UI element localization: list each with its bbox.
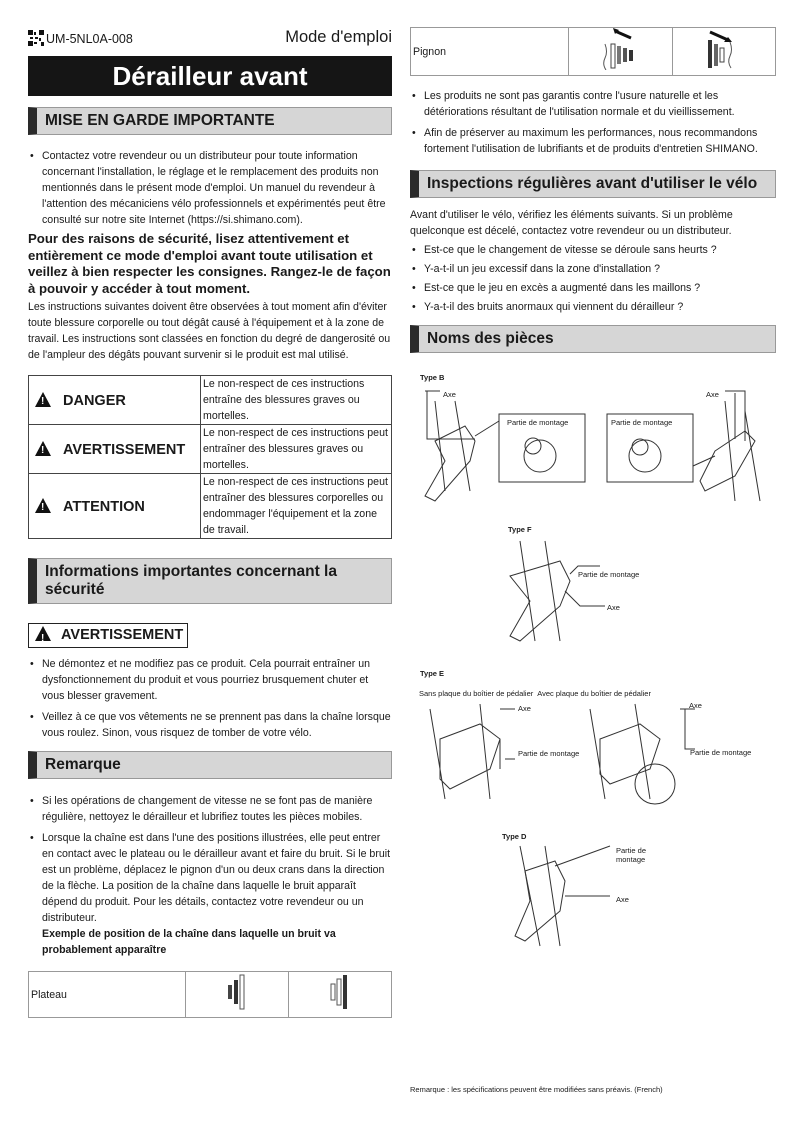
instructions-paragraph: Les instructions suivantes doivent être observées à tout moment afin d'éviter toute blessure corporelle ou tout dégât causé à l'équipement et à la zone de travail. Les instructions sont classées en fonction du degré de dangerosité ou de l'ampleur des dégâts pouvant survenir si le produit est mal utilisé. [28,301,391,361]
level-desc: Le non-respect de ces instructions entraîne des blessures graves ou mortelles. [201,376,392,425]
hazard-levels-table [28,375,392,539]
level-label: DANGER [63,392,126,409]
mount-label: Partie de montage [616,846,647,864]
list-item: • Y-a-t-il des bruits anormaux qui viennent du dérailleur ? [410,299,776,315]
inspections-list [410,242,776,315]
remarque-list [28,793,392,958]
type-f-label: Type F [508,525,532,534]
type-d-diagram [500,841,620,951]
axe-label: Axe [689,701,702,710]
list-item: • Veillez à ce que vos vêtements ne se prennent pas dans la chaîne lorsque vous roulez. Sinon, vous risquez de tomber de votre vélo. [28,709,392,741]
pignon-label: Pignon [411,28,569,76]
type-f-diagram [500,536,610,651]
axe-label: Axe [518,704,531,713]
section-header-mise-en-garde: MISE EN GARDE IMPORTANTE [28,107,392,135]
doc-code: UM-5NL0A-008 [46,32,133,46]
warning-triangle-icon [35,441,51,456]
securite-list [28,656,392,741]
mise-en-garde-list [28,148,392,228]
level-label: AVERTISSEMENT [63,441,186,458]
level-desc: Le non-respect de ces instructions peut entraîner des blessures graves ou mortelles. [201,425,392,474]
inspections-intro: Avant d'utiliser le vélo, vérifiez les éléments suivants. Si un problème quelconque est décelé, contactez votre revendeur ou un distributeur. [410,209,733,237]
table-row [29,376,392,425]
axe-label: Axe [607,603,620,612]
plateau-table [28,971,392,1018]
list-item: • Contactez votre revendeur ou un distributeur pour toute information concernant l'installation, le réglage et le remplacement des produits non mentionnés dans le présent mode d'emploi. Un manuel du revendeur à l'attention des mécaniciens vélo professionnels et expérimentés peut être consulté sur notre site Internet (https://si.shimano.com). [28,148,392,228]
list-item: • Afin de préserver au maximum les performances, nous recommandons fortement l'utilisation de lubrifiants et de produits d'entretien SHIMANO. [410,125,776,157]
table-row [29,425,392,474]
section-header-remarque: Remarque [28,751,392,779]
list-item: • Est-ce que le jeu en excès a augmenté dans les maillons ? [410,280,776,296]
section-header-securite: Informations importantes concernant la sécurité [28,558,392,604]
footer-note: Remarque : les spécifications peuvent être modifiées sans préavis. (French) [410,1085,663,1094]
sprocket-shift-up-icon [601,28,641,70]
type-b-label: Type B [420,373,445,382]
level-label: ATTENTION [63,498,145,515]
example-caption: Exemple de position de la chaîne dans laquelle un bruit va probablement apparaître [42,928,336,956]
table-row [29,474,392,539]
list-item: • Les produits ne sont pas garantis contre l'usure naturelle et les détériorations résultant de l'utilisation normale et du vieillissement. [410,88,776,120]
warning-triangle-icon [35,392,51,407]
doc-type: Mode d'emploi [285,28,392,46]
list-item: • Y-a-t-il un jeu excessif dans la zone d'installation ? [410,261,776,277]
type-d-label: Type D [502,832,527,841]
table-row [411,28,776,76]
mount-label: Partie de montage [578,570,640,579]
pignon-table [410,27,776,76]
type-e-label: Type E [420,669,445,678]
safety-notice-bold: Pour des raisons de sécurité, lisez attentivement et entièrement ce mode d'emploi avant toute utilisation et veillez à bien respecter les consignes. Rangez-le de façon à pouvoir y accéder à tout moment. [28,231,391,296]
list-item: • Est-ce que le changement de vitesse se déroule sans heurts ? [410,242,776,258]
list-item: • Lorsque la chaîne est dans l'une des positions illustrées, elle peut entrer en contact avec le plateau ou le dérailleur avant et faire du bruit. Si le bruit est un problème, déplacez le pignon d'un ou deux crans dans la direction de la flèche. La position de la chaîne dans laquelle le bruit apparaît dépend du produit. Pour les détails, contactez votre revendeur ou un distributeur. Exemple de position de la chaîne dans laquelle un bruit va probablement apparaître [28,830,392,958]
mount-label: Partie de montage [507,418,569,427]
type-e-right-caption: Avec plaque du boîtier de pédalier [537,689,651,698]
mount-label: Partie de montage [518,749,580,758]
chainring-small-position-icon [227,974,247,1010]
qr-code-icon [28,30,44,46]
axe-label: Axe [443,390,456,399]
level-desc: Le non-respect de ces instructions peut entraîner des blessures corporelles ou endommager l'équipement et la zone de travail. [201,474,392,539]
section-header-inspections: Inspections régulières avant d'utiliser le vélo [410,170,776,198]
list-item: • Si les opérations de changement de vitesse ne se font pas de manière régulière, nettoyez le dérailleur et lubrifiez toutes les pièces mobiles. [28,793,392,825]
warranty-list [410,88,776,157]
list-item: • Ne démontez et ne modifiez pas ce produit. Cela pourrait entraîner un dysfonctionnement du produit et vous pourriez brusquement chuter et vous blesser gravement. [28,656,392,704]
type-e-left-caption: Sans plaque du boîtier de pédalier [419,689,534,698]
axe-label: Axe [616,895,629,904]
axe-label: Axe [706,390,719,399]
page-title: Dérailleur avant [28,56,392,96]
type-b-diagram [415,381,775,511]
mount-label: Partie de montage [690,748,752,757]
parts-diagrams [410,353,776,953]
left-column [28,107,392,1018]
table-row [29,972,392,1018]
plateau-label: Plateau [29,972,186,1018]
mount-label: Partie de montage [611,418,673,427]
avertissement-badge: !AVERTISSEMENT [28,623,188,648]
warning-triangle-icon [35,626,51,641]
right-column [410,27,776,953]
chainring-large-position-icon [330,974,350,1010]
section-header-noms-pieces: Noms des pièces [410,325,776,353]
sprocket-shift-down-icon [704,28,744,70]
warning-triangle-icon [35,498,51,513]
type-e-captions [419,689,651,698]
